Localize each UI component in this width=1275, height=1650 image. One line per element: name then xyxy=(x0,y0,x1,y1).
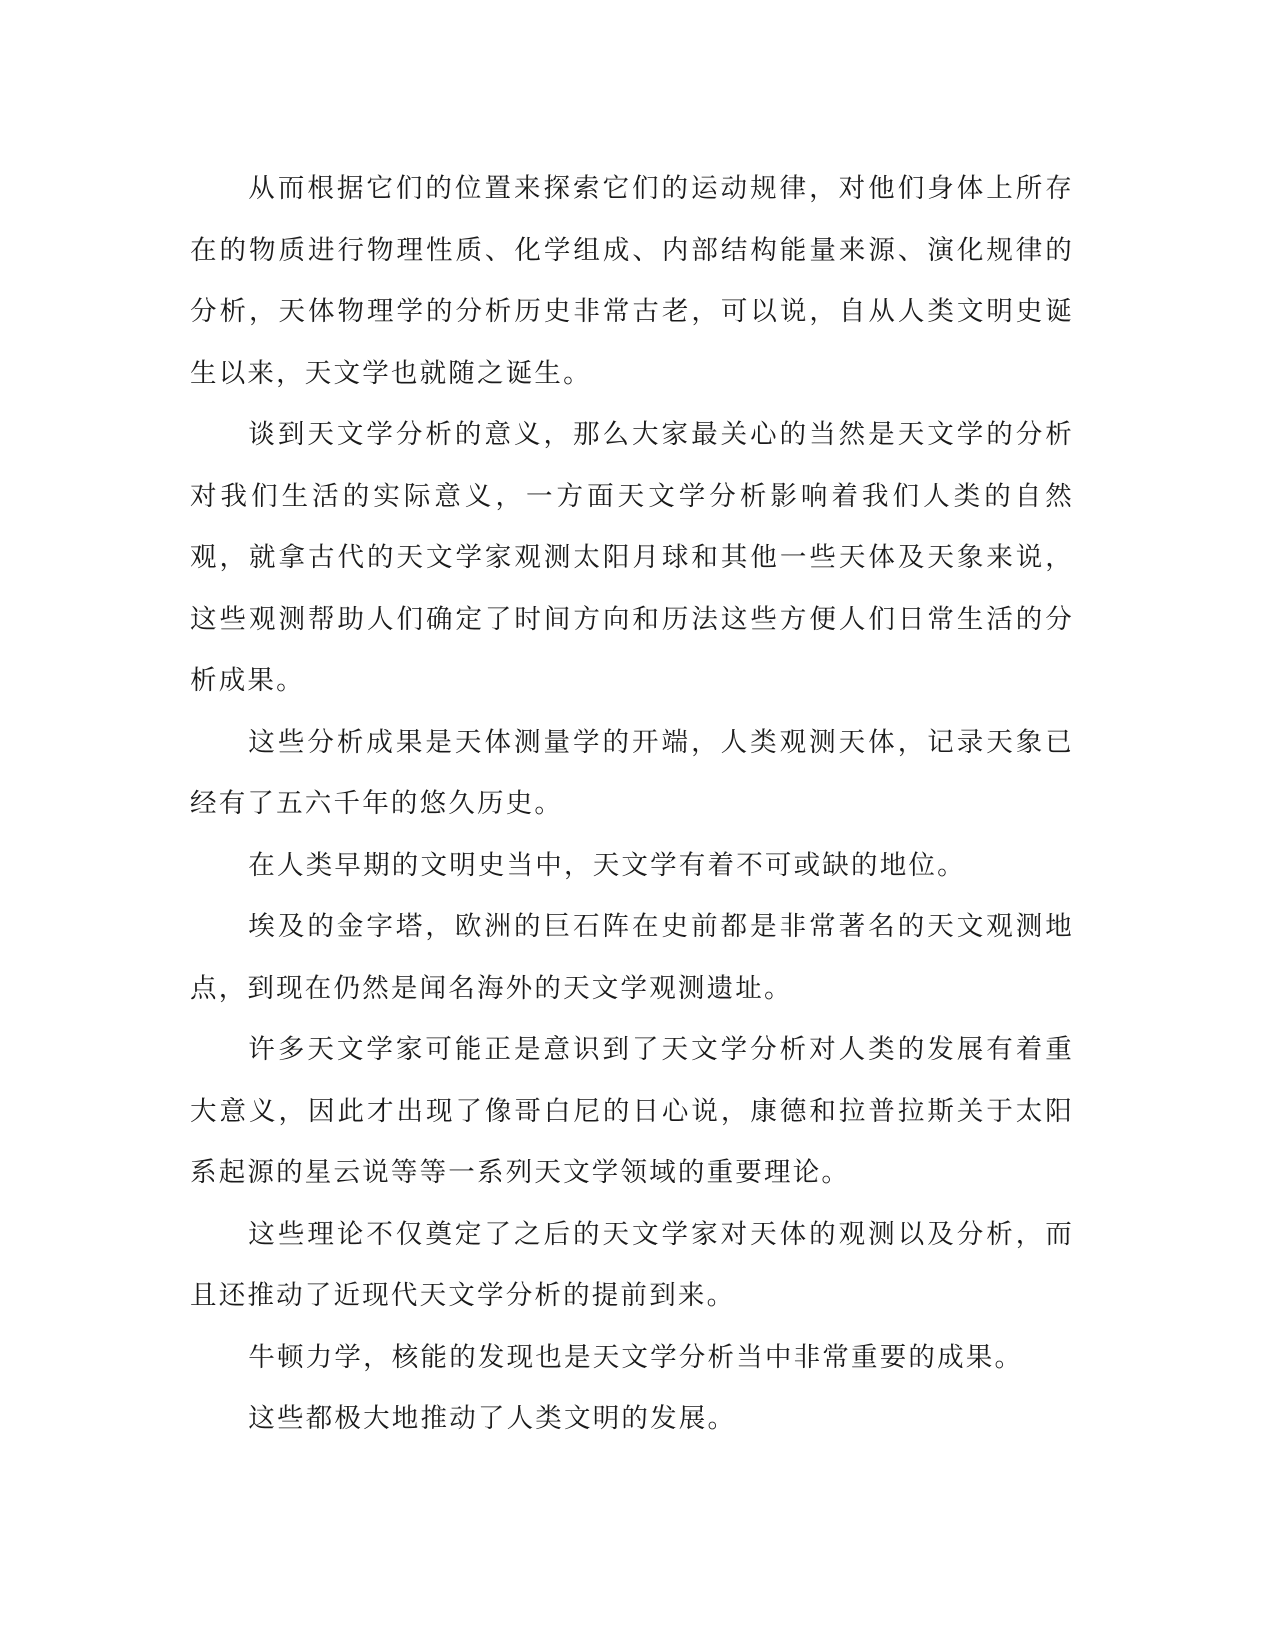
paragraph-7: 这些理论不仅奠定了之后的天文学家对天体的观测以及分析，而且还推动了近现代天文学分析的提前到来。 xyxy=(190,1218,1074,1311)
paragraph-8: 牛顿力学，核能的发现也是天文学分析当中非常重要的成果。 xyxy=(248,1341,1024,1373)
paragraph-6: 许多天文学家可能正是意识到了天文学分析对人类的发展有着重大意义，因此才出现了像哥白尼的日心说，康德和拉普拉斯关于太阳系起源的星云说等等一系列天文学领域的重要理论。 xyxy=(190,1034,1074,1188)
paragraph-4: 在人类早期的文明史当中，天文学有着不可或缺的地位。 xyxy=(248,849,966,881)
paragraph-3: 这些分析成果是天体测量学的开端，人类观测天体，记录天象已经有了五六千年的悠久历史。 xyxy=(190,726,1074,819)
paragraph-1: 从而根据它们的位置来探索它们的运动规律，对他们身体上所存在的物质进行物理性质、化学组成、内部结构能量来源、演化规律的分析，天体物理学的分析历史非常古老，可以说，自从人类文明史诞生以来，天文学也就随之诞生。 xyxy=(190,173,1074,389)
document-body xyxy=(190,158,1074,1450)
paragraph-9: 这些都极大地推动了人类文明的发展。 xyxy=(248,1403,737,1434)
paragraph-2: 谈到天文学分析的意义，那么大家最关心的当然是天文学的分析对我们生活的实际意义，一方面天文学分析影响着我们人类的自然观，就拿古代的天文学家观测太阳月球和其他一些天体及天象来说，这些观测帮助人们确定了时间方向和历法这些方便人们日常生活的分析成果。 xyxy=(190,419,1074,696)
paragraph-5: 埃及的金字塔，欧洲的巨石阵在史前都是非常著名的天文观测地点，到现在仍然是闻名海外的天文学观测遗址。 xyxy=(190,911,1074,1004)
